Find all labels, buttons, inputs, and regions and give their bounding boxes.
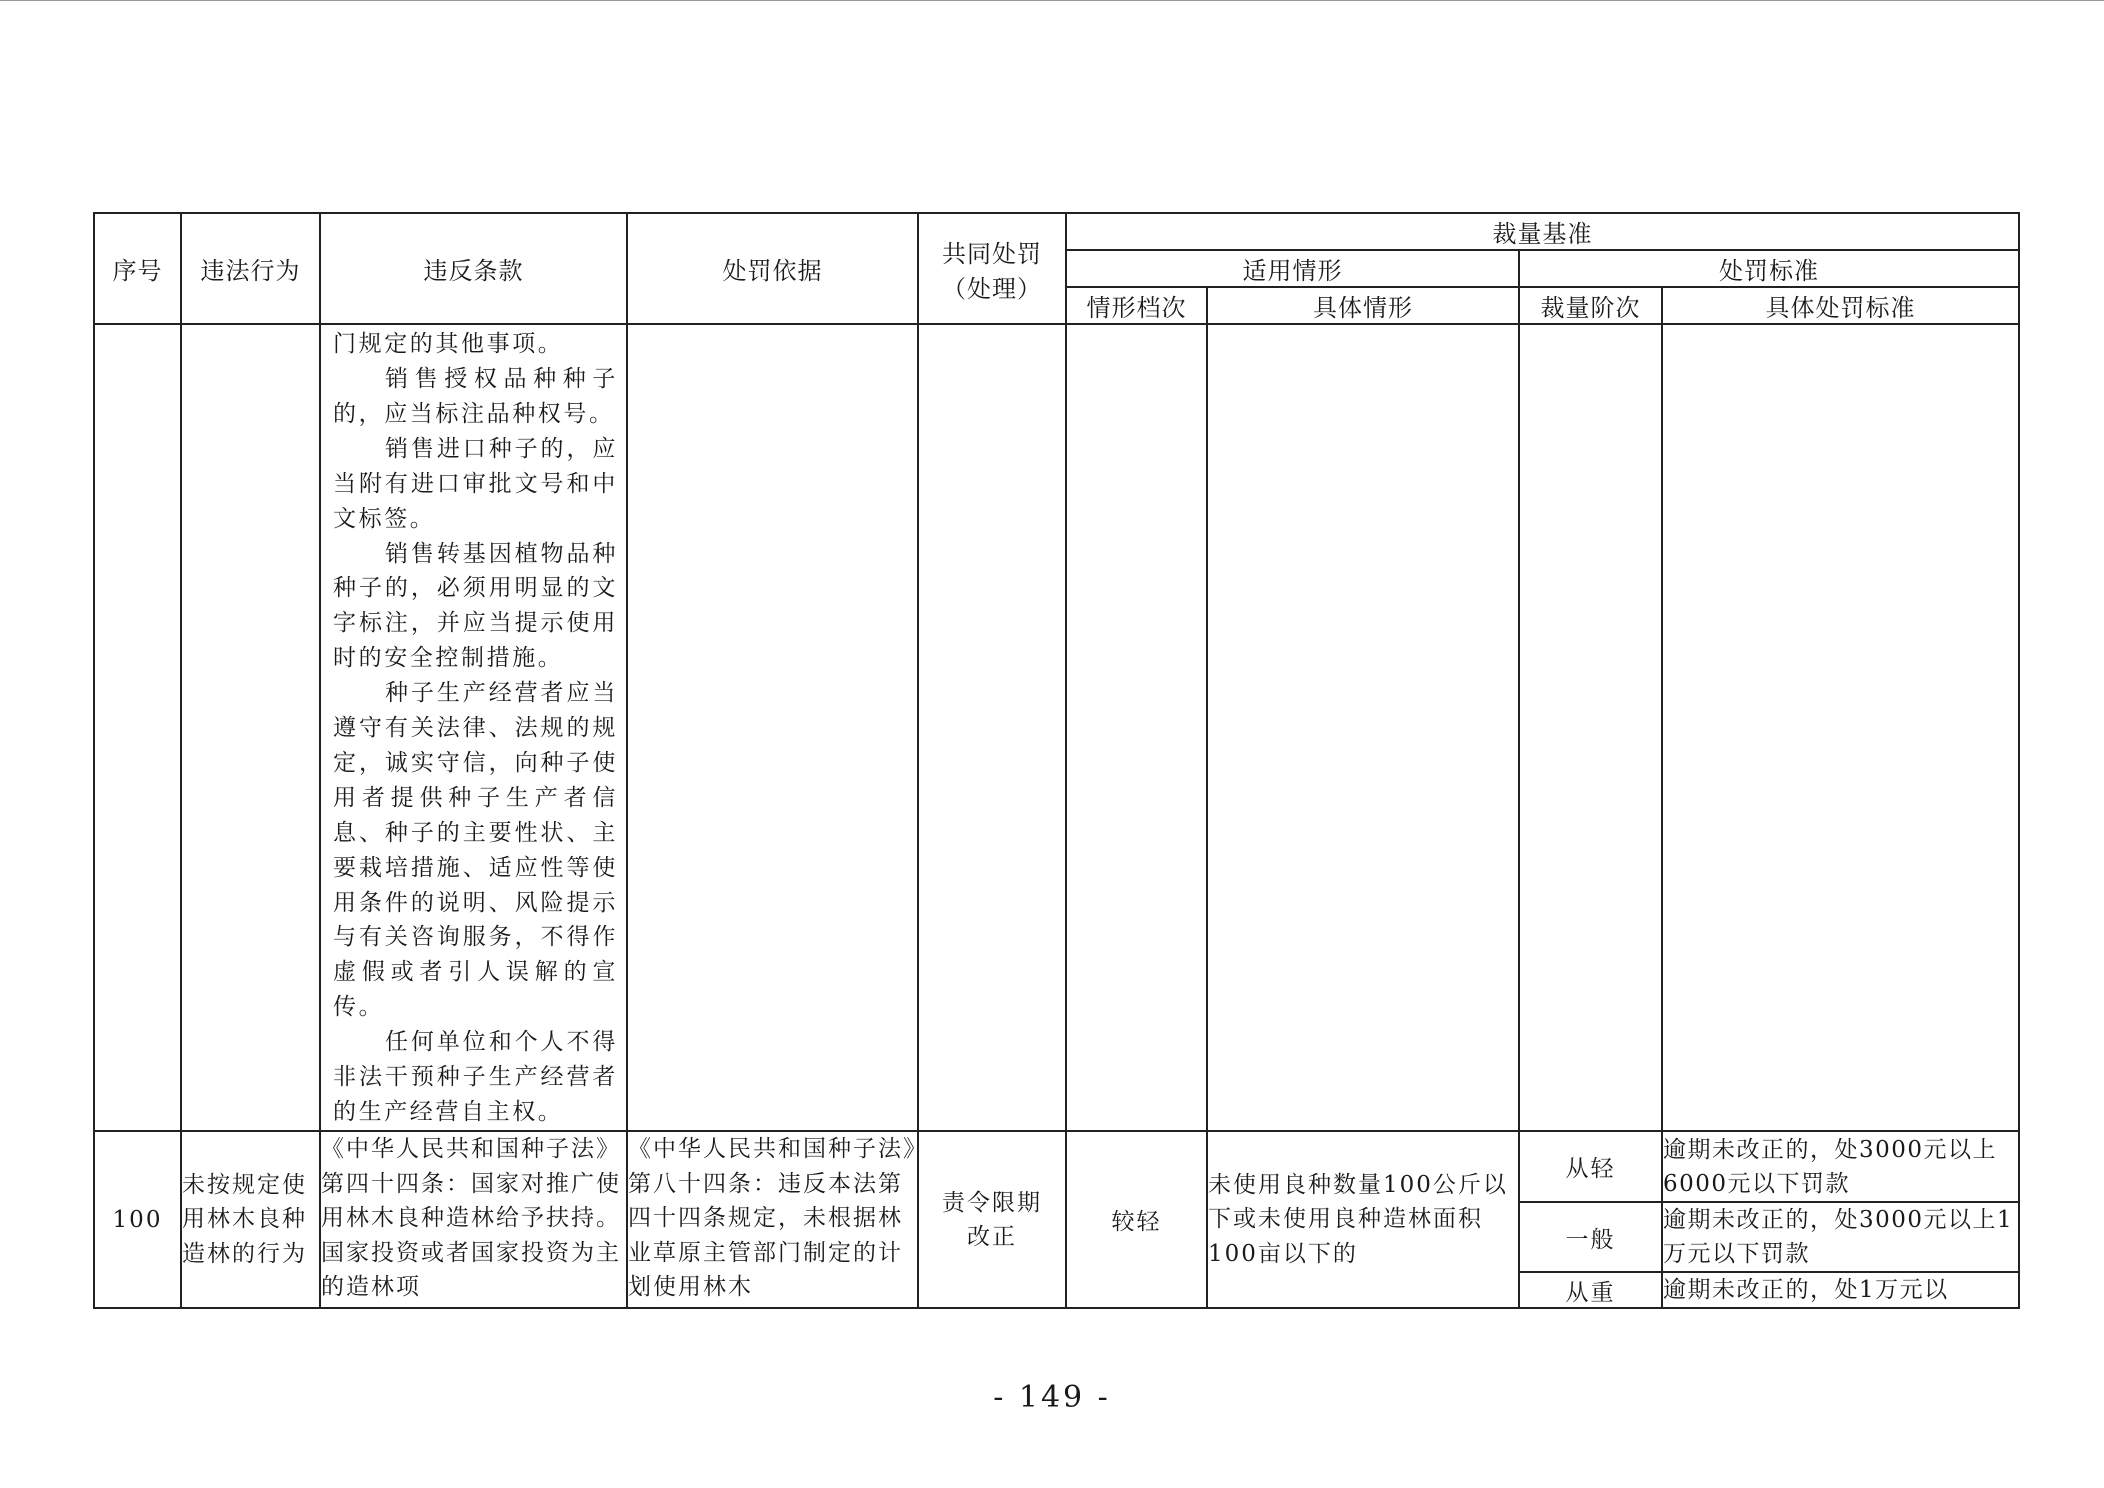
header-behavior: 违法行为 bbox=[181, 213, 320, 324]
header-penalty-basis: 处罚依据 bbox=[627, 213, 918, 324]
header-specific-standard: 具体处罚标准 bbox=[1662, 287, 2019, 324]
cont-standard-cell bbox=[1662, 324, 2019, 1131]
row100-basis: 《中华人民共和国种子法》第八十四条：违反本法第四十四条规定，未根据林业草原主管部门制定的计划使用林木 bbox=[627, 1131, 918, 1308]
header-discretion: 裁量基准 bbox=[1066, 213, 2019, 250]
row100-clause: 《中华人民共和国种子法》第四十四条：国家对推广使用林木良种造林给予扶持。国家投资或者国家投资为主的造林项 bbox=[320, 1131, 627, 1308]
cont-discretion-cell bbox=[1519, 324, 1662, 1131]
tier-level: 一般 bbox=[1519, 1202, 1662, 1272]
header-specific-situation: 具体情形 bbox=[1207, 287, 1519, 324]
header-level: 情形档次 bbox=[1066, 287, 1207, 324]
header-penalty-standard: 处罚标准 bbox=[1519, 250, 2019, 287]
tier-level: 从轻 bbox=[1519, 1131, 1662, 1202]
header-joint-penalty bbox=[918, 213, 1066, 324]
clause-paragraph: 任何单位和个人不得非法干预种子生产经营者的生产经营自主权。 bbox=[333, 1029, 618, 1126]
continuation-row bbox=[94, 324, 2019, 1131]
row100-joint-text: 责令限期改正 bbox=[942, 1189, 1042, 1250]
row-100-tier-1 bbox=[94, 1131, 2019, 1202]
header-discretion-level: 裁量阶次 bbox=[1519, 287, 1662, 324]
tier-standard: 逾期未改正的，处3000元以上6000元以下罚款 bbox=[1662, 1131, 2019, 1202]
top-border-line bbox=[0, 0, 2104, 1]
header-applicable: 适用情形 bbox=[1066, 250, 1519, 287]
header-joint-penalty-line2: （处理） bbox=[942, 274, 1042, 303]
row100-joint bbox=[918, 1131, 1066, 1308]
row100-seq: 100 bbox=[94, 1131, 181, 1308]
clause-paragraph: 销售转基因植物品种种子的，必须用明显的文字标注，并应当提示使用时的安全控制措施。 bbox=[333, 540, 618, 672]
header-violated-clause: 违反条款 bbox=[320, 213, 627, 324]
header-joint-penalty-line1: 共同处罚 bbox=[942, 239, 1042, 268]
cont-joint-cell bbox=[918, 324, 1066, 1131]
cont-behavior-cell bbox=[181, 324, 320, 1131]
tier-standard: 逾期未改正的，处1万元以 bbox=[1662, 1272, 2019, 1308]
tier-level: 从重 bbox=[1519, 1272, 1662, 1308]
row100-situation: 未使用良种数量100公斤以下或未使用良种造林面积100亩以下的 bbox=[1207, 1131, 1519, 1308]
discretion-standard-table bbox=[93, 212, 2020, 1309]
row100-behavior: 未按规定使用林木良种造林的行为 bbox=[181, 1131, 320, 1308]
tier-standard: 逾期未改正的，处3000元以上1万元以下罚款 bbox=[1662, 1202, 2019, 1272]
clause-paragraph: 种子生产经营者应当遵守有关法律、法规的规定，诚实守信，向种子使用者提供种子生产者信息、种子的主要性状、主要栽培措施、适应性等使用条件的说明、风险提示与有关咨询服务，不得作虚假或者引人误解的宣传。 bbox=[333, 680, 618, 1021]
cont-basis-cell bbox=[627, 324, 918, 1131]
page-number: - 149 - bbox=[993, 1380, 1111, 1415]
continued-clause-text bbox=[321, 327, 626, 1130]
cont-clause-cell bbox=[320, 324, 627, 1131]
cont-situation-cell bbox=[1207, 324, 1519, 1131]
clause-paragraph: 门规定的其他事项。 bbox=[333, 331, 564, 358]
cont-level-cell bbox=[1066, 324, 1207, 1131]
clause-paragraph: 销售授权品种种子的，应当标注品种权号。 bbox=[333, 365, 618, 427]
cont-seq-cell bbox=[94, 324, 181, 1131]
header-seq: 序号 bbox=[94, 213, 181, 324]
clause-paragraph: 销售进口种子的，应当附有进口审批文号和中文标签。 bbox=[333, 435, 618, 532]
row100-level: 较轻 bbox=[1066, 1131, 1207, 1308]
